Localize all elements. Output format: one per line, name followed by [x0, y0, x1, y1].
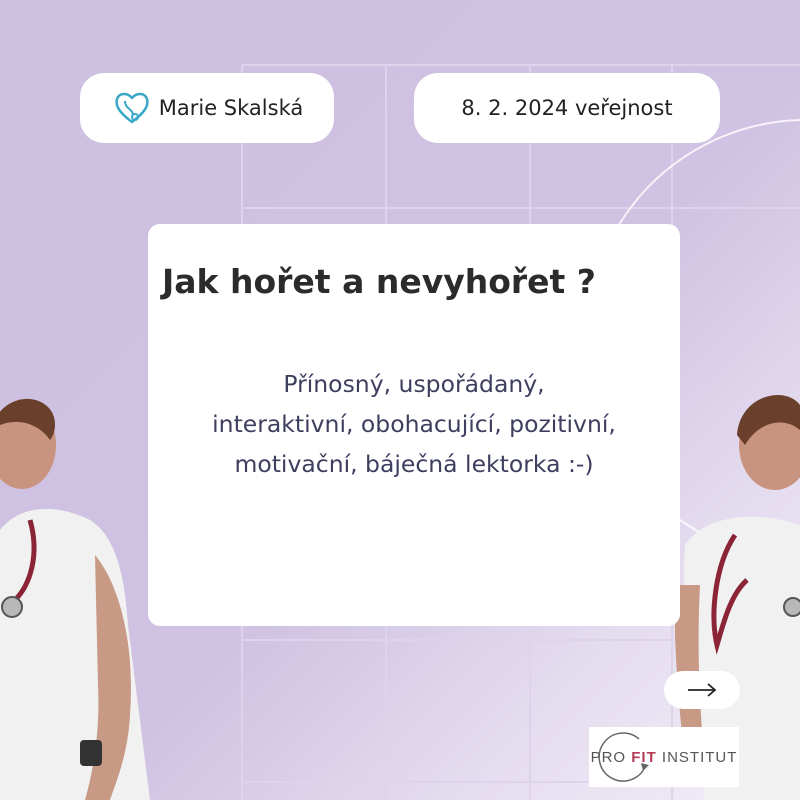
testimonial-card [148, 224, 680, 626]
next-slide-button[interactable] [664, 671, 740, 709]
quote-line: motivační, báječná lektorka :-) [234, 450, 594, 478]
brand-highlight: FIT [631, 748, 657, 766]
arrow-right-icon [686, 682, 718, 698]
card-title: Jak hořet a nevyhořet ? [162, 262, 596, 301]
author-pill [80, 73, 334, 143]
brand-prefix: PRO [590, 748, 627, 766]
brand-suffix: INSTITUT [661, 748, 738, 766]
quote-line: Přínosný, uspořádaný, [283, 370, 545, 398]
author-name: Marie Skalská [158, 96, 304, 120]
event-info-text: 8. 2. 2024 veřejnost [461, 96, 673, 120]
quote-line: interaktivní, obohacující, pozitivní, [212, 410, 616, 438]
brand-wordmark [591, 749, 738, 766]
event-info-pill [414, 73, 720, 143]
lecturer-photo-left [0, 385, 150, 800]
profit-institut-logo [589, 727, 739, 787]
heart-stethoscope-icon [111, 87, 153, 129]
testimonial-quote [148, 364, 680, 484]
